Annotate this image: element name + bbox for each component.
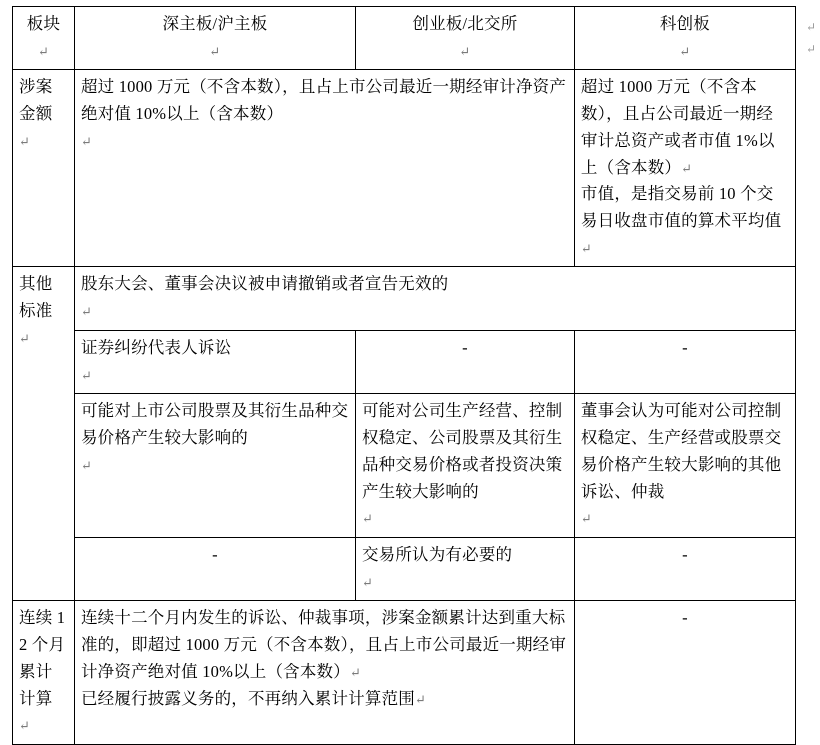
litigation-standards-table <box>12 6 796 745</box>
representative-litigation-row <box>13 330 796 393</box>
exchange-necessary-gem-text: 交易所认为有必要的 <box>361 544 513 564</box>
pilcrow-icon: ↵ <box>459 43 471 59</box>
cumulative-paragraph-2 <box>81 686 568 713</box>
header-cell-star <box>574 7 795 70</box>
pilcrow-icon: ↵ <box>19 133 31 149</box>
pilcrow-icon: ↵ <box>361 574 374 590</box>
amount-row-label: 涉案金额 <box>19 77 53 124</box>
amount-main-gem-text: 超过 1000 万元（不含本数），且占上市公司最近一期经审计净资产绝对值 10%以上（含本数） <box>80 77 567 124</box>
revoked-resolution-row <box>13 267 796 330</box>
table-header-row <box>13 7 796 70</box>
cumulative-text-2: 已经履行披露义务的，不再纳入累计计算范围 <box>80 688 415 708</box>
header-cell-gem <box>355 7 574 70</box>
amount-star-text-1: 超过 1000 万元（不含本数），且占公司最近一期经审计总资产或者市值 1%以上（含本数） <box>580 77 775 177</box>
cumulative-row-label: 连续 12 个月累计计算 <box>19 608 66 708</box>
exchange-necessary-row <box>13 537 796 600</box>
pilcrow-icon: ↵ <box>80 304 93 320</box>
price-impact-main-text: 可能对上市公司股票及其衍生品种交易价格产生较大影响的 <box>80 401 349 448</box>
amount-star-paragraph-2 <box>581 181 789 261</box>
pilcrow-icon: ↵ <box>209 43 221 59</box>
margin-mark-second: ↵ <box>805 42 816 56</box>
price-impact-star-cell <box>574 394 795 538</box>
representative-litigation-star-cell <box>574 330 795 393</box>
cumulative-star-text: - <box>682 608 688 628</box>
representative-litigation-main-text: 证券纠纷代表人诉讼 <box>80 337 232 357</box>
price-impact-gem-text: 可能对公司生产经营、控制权稳定、公司股票及其衍生品种交易价格或者投资决策产生较大影响的 <box>361 401 563 501</box>
revoked-resolution-text: 股东大会、董事会决议被申请撤销或者宣告无效的 <box>80 274 449 294</box>
pilcrow-icon: ↵ <box>80 457 93 473</box>
price-impact-star-text: 董事会认为可能对公司控制权稳定、生产经营或股票交易价格产生较大影响的其他诉讼、仲裁 <box>580 401 782 501</box>
pilcrow-icon: ↵ <box>80 367 93 383</box>
exchange-necessary-star-text: - <box>682 544 688 564</box>
other-standards-label-cell <box>13 267 75 601</box>
cumulative-row-label-cell <box>13 601 75 745</box>
amount-row <box>13 70 796 267</box>
revoked-resolution-cell <box>74 267 795 330</box>
price-impact-gem-cell <box>355 394 574 538</box>
amount-star-paragraph-1 <box>581 74 789 181</box>
amount-star-text-2: 市值，是指交易前 10 个交易日收盘市值的算术平均值 <box>580 184 782 231</box>
representative-litigation-star-text: - <box>682 337 688 357</box>
price-impact-main-cell <box>74 394 355 538</box>
pilcrow-icon: ↵ <box>414 691 427 707</box>
pilcrow-icon: ↵ <box>681 160 693 176</box>
exchange-necessary-star-cell <box>574 537 795 600</box>
cumulative-main-cell <box>74 601 574 745</box>
cumulative-row <box>13 601 796 745</box>
exchange-necessary-main-cell <box>74 537 355 600</box>
header-label-main: 深主板/沪主板 <box>162 14 268 33</box>
header-cell-main <box>74 7 355 70</box>
pilcrow-icon: ↵ <box>349 664 362 680</box>
representative-litigation-main-cell <box>74 330 355 393</box>
header-label-star: 科创板 <box>659 14 711 33</box>
cumulative-text-1: 连续十二个月内发生的诉讼、仲裁事项，涉案金额累计达到重大标准的，即超过 1000 万元（不含本数），且占上市公司最近一期经审计净资产绝对值 10%以上（含本数） <box>80 608 567 681</box>
cumulative-star-cell <box>574 601 795 745</box>
other-standards-label: 其他标准 <box>19 274 53 321</box>
pilcrow-icon: ↵ <box>37 43 50 59</box>
pilcrow-icon: ↵ <box>19 330 31 346</box>
pilcrow-icon: ↵ <box>361 511 374 527</box>
cumulative-paragraph-1 <box>81 605 568 685</box>
representative-litigation-gem-cell <box>355 330 574 393</box>
document-page <box>0 6 820 734</box>
pilcrow-icon: ↵ <box>19 718 31 734</box>
margin-mark-top: ↵ <box>805 20 816 34</box>
exchange-necessary-main-text: - <box>212 544 218 564</box>
amount-main-gem-cell <box>74 70 574 267</box>
pilcrow-icon: ↵ <box>679 43 691 59</box>
pilcrow-icon: ↵ <box>580 240 593 256</box>
amount-star-cell <box>574 70 795 267</box>
pilcrow-icon: ↵ <box>580 511 593 527</box>
header-label-gem: 创业板/北交所 <box>412 14 518 33</box>
price-impact-row <box>13 394 796 538</box>
representative-litigation-gem-text: - <box>462 337 468 357</box>
amount-row-label-cell <box>13 70 75 267</box>
header-label-board: 板块 <box>26 14 61 33</box>
pilcrow-icon: ↵ <box>80 133 93 149</box>
exchange-necessary-gem-cell <box>355 537 574 600</box>
header-cell-board <box>13 7 75 70</box>
